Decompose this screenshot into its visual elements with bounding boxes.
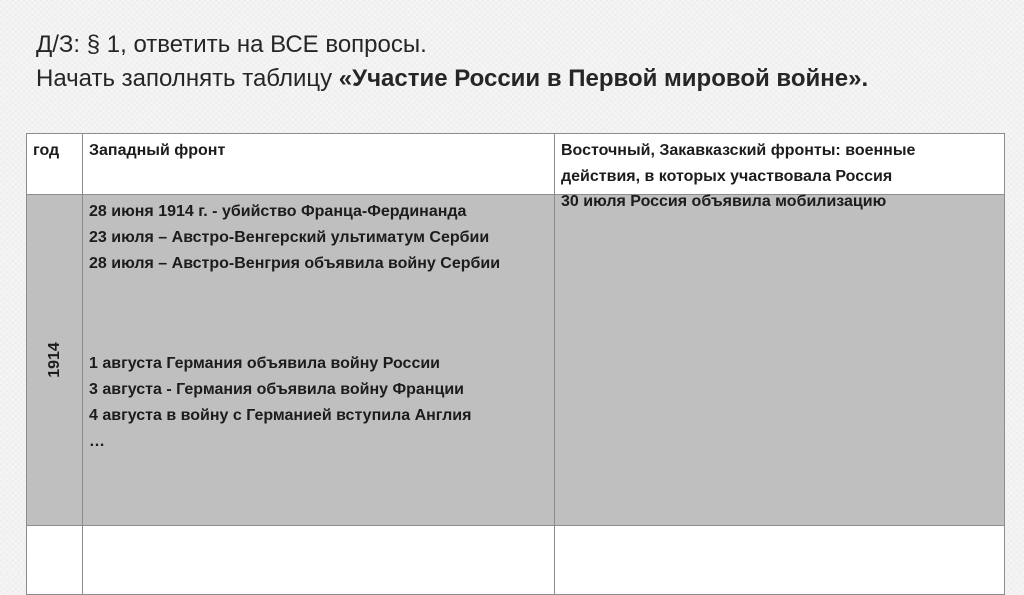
west-event: 28 июля – Австро-Венгрия объявила войну Сербии — [89, 255, 501, 272]
table-row-1914 — [27, 195, 1005, 526]
table-row-empty — [27, 526, 1005, 595]
war-participation-table — [26, 133, 1005, 595]
empty-east-cell — [555, 526, 1005, 595]
task-prefix: Начать заполнять таблицу — [36, 65, 339, 92]
empty-west-cell — [83, 526, 555, 595]
year-label: 1914 — [45, 342, 63, 378]
west-event: 28 июня 1914 г. - убийство Франца-Фердинанда — [89, 203, 467, 220]
west-event-ellipsis: … — [89, 433, 105, 450]
header-year: год — [27, 134, 83, 195]
west-front-cell — [83, 195, 555, 526]
west-event: 1 августа Германия объявила войну России — [89, 355, 441, 372]
east-event: 30 июля Россия объявила мобилизацию — [561, 193, 887, 210]
empty-year-cell — [27, 526, 83, 595]
header-east-front: Восточный, Закавказский фронты: военные действия, в которых участвовала Россия — [555, 134, 1005, 195]
header-west-front: Западный фронт — [83, 134, 555, 195]
task-line — [36, 62, 996, 96]
table-header-row — [27, 134, 1005, 195]
east-front-cell — [555, 195, 1005, 526]
west-event: 3 августа - Германия объявила войну Франции — [89, 381, 464, 398]
spacer — [89, 277, 548, 351]
table-name: «Участие России в Первой мировой войне». — [338, 65, 869, 92]
west-event: 23 июля – Австро-Венгерский ультиматум Сербии — [89, 229, 490, 246]
west-event: 4 августа в войну с Германией вступила Англия — [89, 407, 472, 424]
homework-line: Д/З: § 1, ответить на ВСЕ вопросы. — [36, 31, 427, 58]
year-cell — [27, 195, 83, 526]
slide-title — [36, 28, 996, 96]
